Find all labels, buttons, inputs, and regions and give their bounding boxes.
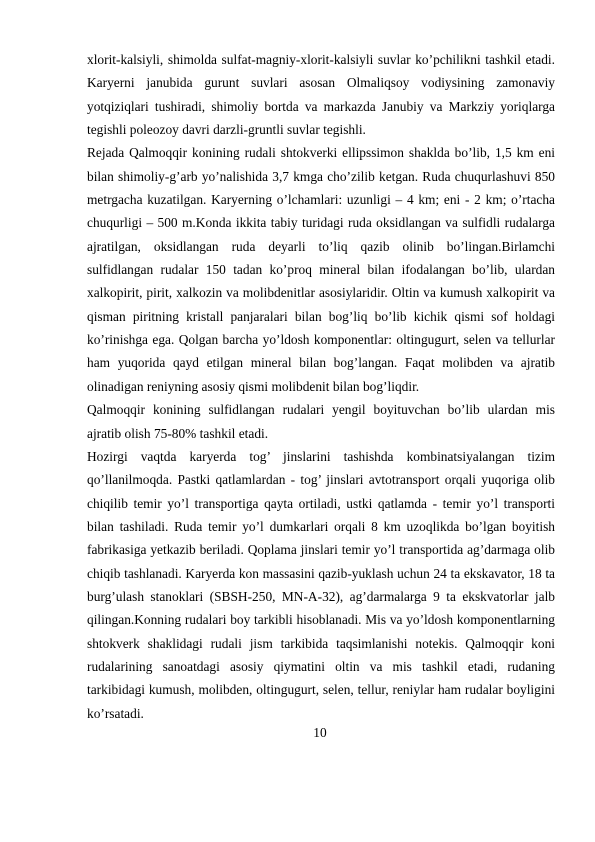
paragraph: Rejada Qalmoqqir konining rudali shtokverki ellipssimon shaklda bo’lib, 1,5 km eni bilan shimoliy-g’arb yo’nalishida 3,7 kmga cho’zilib ketgan. Ruda chuqurlashuvi 850 metrgacha kuzatilgan. Karyerning o’lchamlari: uzunligi – 4 km; eni - 2 km; o’rtacha chuqurligi – 500 m.Konda ikkita tabiy turidagi ruda oksidlangan va sulfidli rudalarga ajratilgan, oksidlangan ruda deyarli to’liq qazib olinib bo’lingan.Birlamchi sulfidlangan rudalar 150 tadan ko’proq mineral bilan ifodalangan bo’lib, ulardan xalkopirit, pirit, xalkozin va molibdenitlar asosiylaridir. Oltin va kumush xalkopirit va qisman piritning kristall panjaralari bilan bog’liq bo’lib kichik qismi sof holdagi ko’rinishga ega. Qolgan barcha yo’ldosh komponentlar: oltingugurt, selen va tellurlar ham yuqorida qayd etilgan mineral bilan bog’langan. Faqat molibden va ajratib olinadigan reniyning asosiy qismi molibdenit bilan bog’liqdir.	[87, 145, 555, 394]
document-page	[87, 48, 555, 725]
paragraph: xlorit-kalsiyli, shimolda sulfat-magniy-xlorit-kalsiyli suvlar ko’pchilikni tashkil etadi. Karyerni janubida gurunt suvlari asosan Olmaliqsoy vodiysining zamonaviy yotqiziqlari tushiradi, shimoliy bortda va markazda Janubiy va Markziy yoriqlarga tegishli poleozoy davri darzli-gruntli suvlar tegishli.	[87, 52, 555, 138]
paragraph: Qalmoqqir konining sulfidlangan rudalari yengil boyituvchan bo’lib ulardan mis ajratib olish 75-80% tashkil etadi.	[87, 402, 555, 441]
page-number: 10	[313, 725, 327, 740]
paragraph: Hozirgi vaqtda karyerda tog’ jinslarini tashishda kombinatsiyalangan tizim qo’llanilmoqda. Pastki qatlamlardan - tog’ jinslari avtotransport orqali yuqoriga olib chiqilib temir yo’l transportiga qayta ortiladi, ustki qatlamda - temir yo’l transporti bilan tashiladi. Ruda temir yo’l dumkarlari orqali 8 km uzoqlikda bo’lgan boyitish fabrikasiga yetkazib beriladi. Qoplama jinslari temir yo’l transportida ag’darmaga olib chiqib tashlanadi. Karyerda kon massasini qazib-yuklash uchun 24 ta ekskavator, 18 ta burg’ulash stanoklari (SBSH-250, MN-A-32), ag’darmalarga 9 ta ekskvatorlar jalb qilingan.Konning rudalari boy tarkibli hisoblanadi. Mis va yo’ldosh komponentlarning shtokverk shaklidagi rudali jism tarkibida taqsimlanishi notekis. Qalmoqqir koni rudalarining sanoatdagi asosiy qiymatini oltin va mis tashkil etadi, rudaning tarkibidagi kumush, molibden, oltingugurt, selen, tellur, reniylar ham rudalar boyligini ko’rsatadi.	[87, 448, 555, 721]
